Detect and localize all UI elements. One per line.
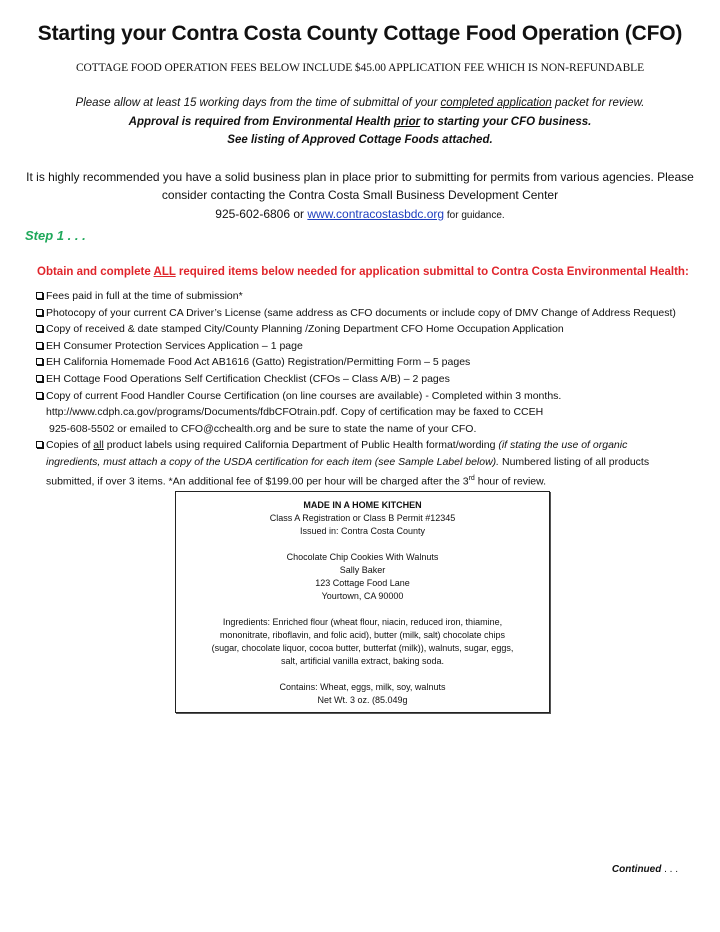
sample-label [175, 491, 550, 713]
required-items-checklist [36, 288, 706, 490]
certification-contact-line: 925-608-5502 or emailed to CFO@cchealth.org and be sure to state the name of your CFO. [49, 422, 477, 435]
checkbox-icon[interactable] [36, 441, 43, 448]
labels-item-line3: submitted, if over 3 items. *An additional fee of $199.00 per hour will be charged after the 3rd hour of review. [46, 474, 547, 488]
checkbox-icon[interactable] [36, 325, 43, 332]
sample-label-allergens: Contains: Wheat, eggs, milk, soy, walnuts [279, 682, 446, 692]
checklist-item-food-handler: Copy of current Food Handler Course Certification (on line courses are available) - Completed within 3 months. http://www.cdph.ca.gov/programs/Documents/fdbCFOtrain.pdf. Copy of certification may be faxed to CCEH 925-608-5502 or emailed to CFO@cchealth.org and be sure to state the name of your CFO. [36, 388, 706, 438]
checklist-item-product-labels: Copies of all product labels using required California Department of Public Health format/wording (if stating the use of organic ingredients, must attach a copy of the USDA certification for each item (see Sample Label below). Numbered listing of all products submitted, if over 3 items. *An additional fee of $199.00 per hour will be charged after the 3rd hour of review. [36, 437, 706, 489]
sample-label-city: Yourtown, CA 90000 [321, 591, 404, 601]
sample-label-net-weight: Net Wt. 3 oz. (85.049g [317, 695, 408, 705]
checkbox-icon[interactable] [36, 358, 43, 365]
sample-label-street: 123 Cottage Food Lane [315, 578, 410, 588]
business-plan-text: It is highly recommended you have a solid business plan in place prior to submitting for permits from various agencies. Please [26, 170, 694, 184]
checkbox-icon[interactable] [36, 309, 43, 316]
sample-label-heading: MADE IN A HOME KITCHEN [303, 500, 422, 510]
continued-note: Continued . . . [611, 864, 678, 875]
sample-label-issued: Issued in: Contra Costa County [299, 526, 426, 536]
checkbox-icon[interactable] [36, 392, 43, 399]
sbdc-link[interactable]: www.contracostasbdc.org [307, 207, 445, 221]
step-heading: Step 1 . . . [25, 228, 86, 243]
sbdc-contact-line: 925-602-6806 or www.contracostasbdc.org for guidance. [215, 207, 505, 221]
sbdc-text: consider contacting the Contra Costa Small Business Development Center [161, 188, 559, 202]
checkbox-icon[interactable] [36, 292, 43, 299]
required-items-heading: Obtain and complete ALL required items below needed for application submittal to Contra Costa Environmental Health: [37, 266, 689, 278]
checklist-item: EH California Homemade Food Act AB1616 (Gatto) Registration/Permitting Form – 5 pages [36, 354, 706, 371]
sample-label-product: Chocolate Chip Cookies With Walnuts [286, 552, 439, 562]
checklist-item: Copy of received & date stamped City/County Planning /Zoning Department CFO Home Occupation Application [36, 321, 706, 338]
sample-label-ingredients: Ingredients: Enriched flour (wheat flour, niacin, reduced iron, thiamine, [222, 617, 503, 627]
sample-label-maker: Sally Baker [339, 565, 386, 575]
sample-label-permit: Class A Registration or Class B Permit #12345 [269, 513, 456, 523]
sample-label-ingredients: mononitrate, riboflavin, and folic acid), butter (milk, salt) chocolate chips [219, 630, 506, 640]
page-title: Starting your Contra Costa County Cottage Food Operation (CFO) [37, 22, 683, 45]
labels-item-line2: ingredients, must attach a copy of the USDA certification for each item (see Sample Label below). Numbered listing of all products [46, 455, 650, 468]
sample-label-ingredients: (sugar, chocolate liquor, cocoa butter, butterfat (milk)), walnuts, sugar, eggs, [211, 643, 514, 653]
checkbox-icon[interactable] [36, 342, 43, 349]
review-time-notice: Please allow at least 15 working days from the time of submittal of your completed application packet for review. [75, 97, 645, 109]
certification-url-line: http://www.cdph.ca.gov/programs/Documents/fdbCFOtrain.pdf. Copy of certification may be faxed to CCEH [46, 406, 544, 419]
approved-foods-notice: See listing of Approved Cottage Foods attached. [227, 134, 493, 146]
approval-notice: Approval is required from Environmental Health prior to starting your CFO business. [128, 116, 592, 128]
checkbox-icon[interactable] [36, 375, 43, 382]
checklist-item: EH Consumer Protection Services Application – 1 page [36, 338, 706, 355]
checklist-item: EH Cottage Food Operations Self Certification Checklist (CFOs – Class A/B) – 2 pages [36, 371, 706, 388]
checklist-item: Fees paid in full at the time of submission* [36, 288, 706, 305]
checklist-item: Photocopy of your current CA Driver’s License (same address as CFO documents or include copy of DMV Change of Address Request) [36, 305, 706, 322]
fees-note: COTTAGE FOOD OPERATION FEES BELOW INCLUDE $45.00 APPLICATION FEE WHICH IS NON-REFUNDABLE [75, 62, 645, 74]
sample-label-ingredients: salt, artificial vanilla extract, baking soda. [280, 656, 445, 666]
